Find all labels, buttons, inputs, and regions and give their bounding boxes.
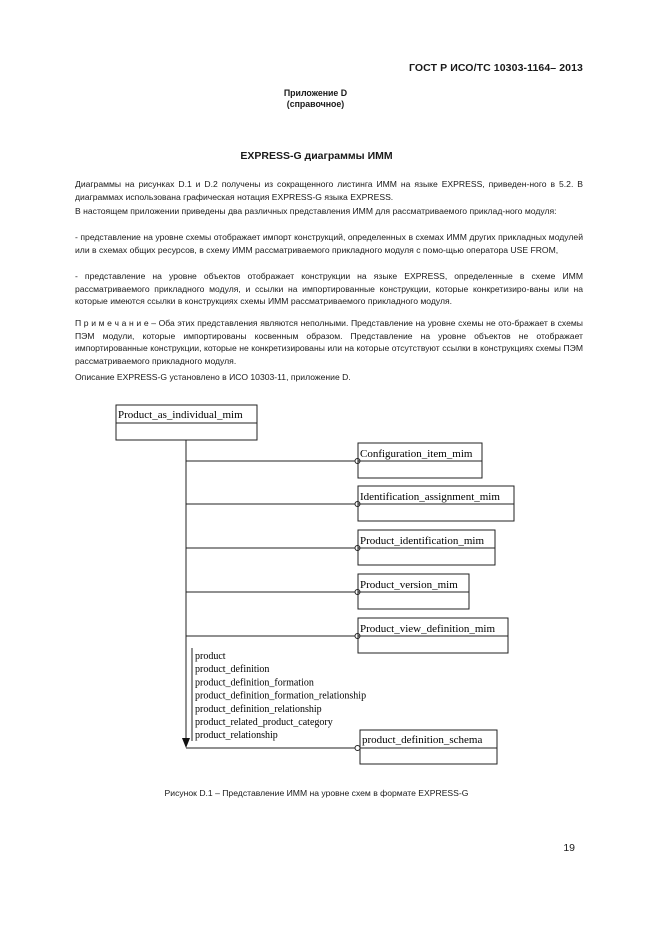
annex-type: (справочное) [286, 99, 345, 109]
annex-label: Приложение D [283, 88, 348, 98]
note-paragraph-text: П р и м е ч а н и е – Оба этих представления являются неполными. Представление на уровне схемы не ото-бражает в схемы ПЭМ модули, которые импортированы косвенным образом. Представление на уровне объектов не отображает импортированные конструкции, которые не конкретизированы или на которые отсутствуют ссылки в конструкциях схемы ПЭМ рассматриваемого прикладного модуля. [75, 318, 583, 366]
entity-list-item: product_definition_formation_relationship [195, 690, 367, 702]
entity-list-item: product [195, 651, 226, 662]
entity-list-item: product_definition [195, 664, 270, 676]
paragraph-1-text: Диаграммы на рисунках D.1 и D.2 получены из сокращенного листинга ИММ на языке EXPRESS, приведен-ного в 5.2. В диаграммах использована графическая нотация EXPRESS-G языка EXPRESS. [75, 179, 583, 202]
schema-label-4: Product_version_mim [360, 579, 458, 591]
section-title: EXPRESS-G диаграммы ИММ [240, 150, 393, 162]
schema-boxes [186, 443, 514, 653]
schema-label-3: Product_identification_mim [360, 535, 485, 547]
page-number: 19 [563, 842, 575, 854]
entity-list-item: product_definition_relationship [195, 703, 322, 715]
entity-list-item: product_definition_formation [195, 677, 314, 689]
paragraph-4-text: - представление на уровне объектов отображает конструкции на языке EXPRESS, определенные в схеме ИММ рассматриваемого прикладного модуля, и ссылки на импортированные конструкции, которые конкретизиро-ваны или на которые имеются ссылки в конструкциях схемы ИММ рассматриваемого прикладного модуля. [75, 271, 583, 307]
document-code: ГОСТ Р ИСО/ТС 10303-1164– 2013 [408, 62, 583, 74]
paragraph-6-text: Описание EXPRESS-G установлено в ИСО 10303-11, приложение D. [75, 372, 351, 382]
schema-label-2: Identification_assignment_mim [360, 491, 500, 503]
paragraph-3-text: - представление на уровне схемы отображает импорт конструкций, определенных в схемах ИММ других прикладных модулей или в схемах общих ресурсов, в схему ИММ рассматриваемого прикладного модуля с помо-щью оператора USE FROM, [75, 232, 583, 255]
bottom-schema-label: product_definition_schema [362, 734, 483, 746]
entity-list [195, 651, 366, 741]
paragraph-2-text: В настоящем приложении приведены два различных представления ИММ для рассматриваемого приклад-ного модуля: [75, 206, 557, 216]
schema-label-5: Product_view_definition_mim [360, 623, 496, 635]
figure-caption: Рисунок D.1 – Представление ИММ на уровне схем в формате EXPRESS-G [164, 788, 469, 798]
entity-list-item: product_relationship [195, 730, 278, 742]
arrow-head-icon [182, 738, 190, 748]
bottom-connector-circle [355, 746, 360, 751]
main-schema-label: Product_as_individual_mim [118, 409, 243, 421]
schema-label-1: Configuration_item_mim [360, 448, 473, 460]
entity-list-item: product_related_product_category [195, 717, 333, 728]
